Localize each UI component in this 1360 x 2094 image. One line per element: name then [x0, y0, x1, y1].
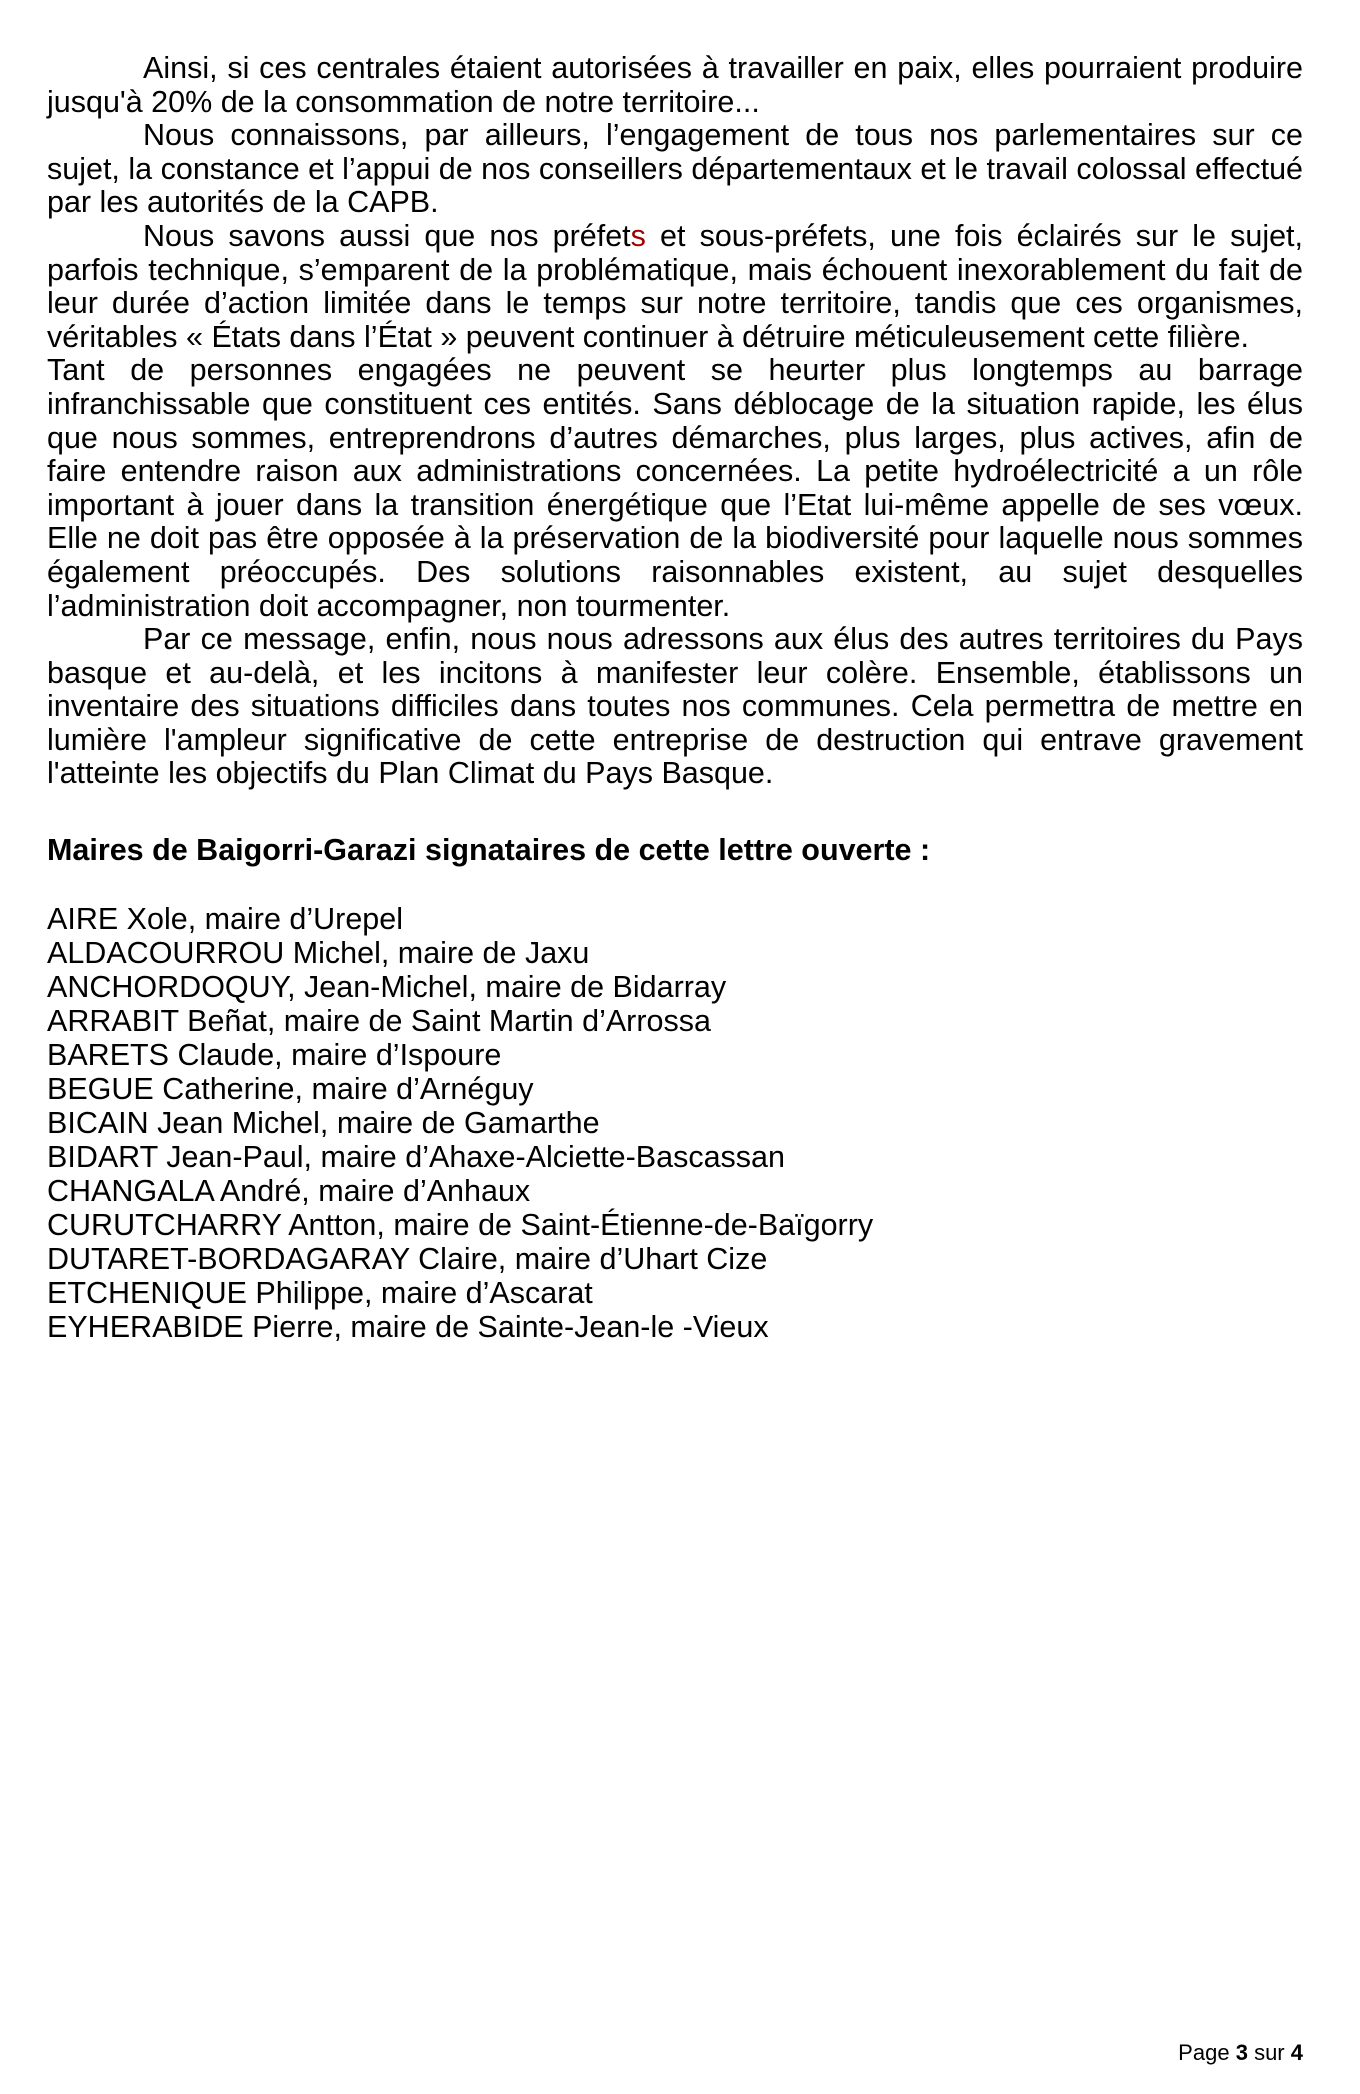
- signatory: CHANGALA André, maire d’Anhaux: [47, 1173, 531, 1208]
- signatories-list: [47, 902, 1303, 1344]
- paragraph-3-end: et sous-préfets, une fois éclairés sur le sujet, parfois technique, s’emparent de la problématique, mais échouent inexorablement du fait de leur durée d’action limitée dans le temps sur notre territoire, tandis que ces organismes, véritables « États dans l’État » peuvent continuer à détruire méticuleusement cette filière.: [47, 218, 1304, 354]
- page-number: [1178, 2040, 1303, 2066]
- signatory: EYHERABIDE Pierre, maire de Sainte-Jean-le -Vieux: [47, 1309, 769, 1344]
- paragraph-5: Par ce message, enfin, nous nous adressons aux élus des autres territoires du Pays basque et au-delà, et les incitons à manifester leur colère. Ensemble, établissons un inventaire des situations difficiles dans toutes nos communes. Cela permettra de mettre en lumière l'ampleur significative de cette entreprise de destruction qui entrave gravement l'atteinte les objectifs du Plan Climat du Pays Basque.: [47, 622, 1303, 791]
- paragraph-4: Tant de personnes engagées ne peuvent se heurter plus longtemps au barrage infranchissable que constituent ces entités. Sans déblocage de la situation rapide, les élus que nous sommes, entreprendrons d’autres démarches, plus larges, plus actives, afin de faire entendre raison aux administrations concernées. La petite hydroélectricité a un rôle important à jouer dans la transition énergétique que l’Etat lui-même appelle de ses vœux. Elle ne doit pas être opposée à la préservation de la biodiversité pour laquelle nous sommes également préoccupés. Des solutions raisonnables existent, au sujet desquelles l’administration doit accompagner, non tourmenter.: [47, 353, 1303, 623]
- signatories-heading: Maires de Baigorri-Garazi signataires de cette lettre ouverte :: [47, 833, 931, 868]
- signatory: ANCHORDOQUY, Jean-Michel, maire de Bidarray: [47, 969, 727, 1004]
- signatory: BEGUE Catherine, maire d’Arnéguy: [47, 1071, 534, 1106]
- signatory: AIRE Xole, maire d’Urepel: [47, 901, 403, 936]
- signatory: ALDACOURROU Michel, maire de Jaxu: [47, 935, 590, 970]
- page-label: Page: [1178, 2040, 1230, 2065]
- paragraph-3-start: Nous savons aussi que nos préfet: [143, 218, 631, 253]
- signatory: BICAIN Jean Michel, maire de Gamarthe: [47, 1105, 600, 1140]
- highlighted-letter: s: [630, 218, 646, 253]
- current-page: 3: [1235, 2040, 1248, 2065]
- signatory: BARETS Claude, maire d’Ispoure: [47, 1037, 502, 1072]
- paragraph-3: [47, 220, 1303, 354]
- signatory: ETCHENIQUE Philippe, maire d’Ascarat: [47, 1275, 593, 1310]
- of-label: sur: [1254, 2040, 1285, 2065]
- paragraph-1: Ainsi, si ces centrales étaient autorisées à travailler en paix, elles pourraient produire jusqu'à 20% de la consommation de notre territoire...: [47, 51, 1303, 119]
- signatory: BIDART Jean-Paul, maire d’Ahaxe-Alciette-Bascassan: [47, 1139, 785, 1174]
- total-pages: 4: [1290, 2040, 1303, 2065]
- signatory: CURUTCHARRY Antton, maire de Saint-Étienne-de-Baïgorry: [47, 1207, 874, 1242]
- document-page: [47, 52, 1303, 1344]
- signatory: ARRABIT Beñat, maire de Saint Martin d’Arrossa: [47, 1003, 711, 1038]
- paragraph-2: Nous connaissons, par ailleurs, l’engagement de tous nos parlementaires sur ce sujet, la constance et l’appui de nos conseillers départementaux et le travail colossal effectué par les autorités de la CAPB.: [47, 118, 1303, 220]
- signatory: DUTARET-BORDAGARAY Claire, maire d’Uhart Cize: [47, 1241, 768, 1276]
